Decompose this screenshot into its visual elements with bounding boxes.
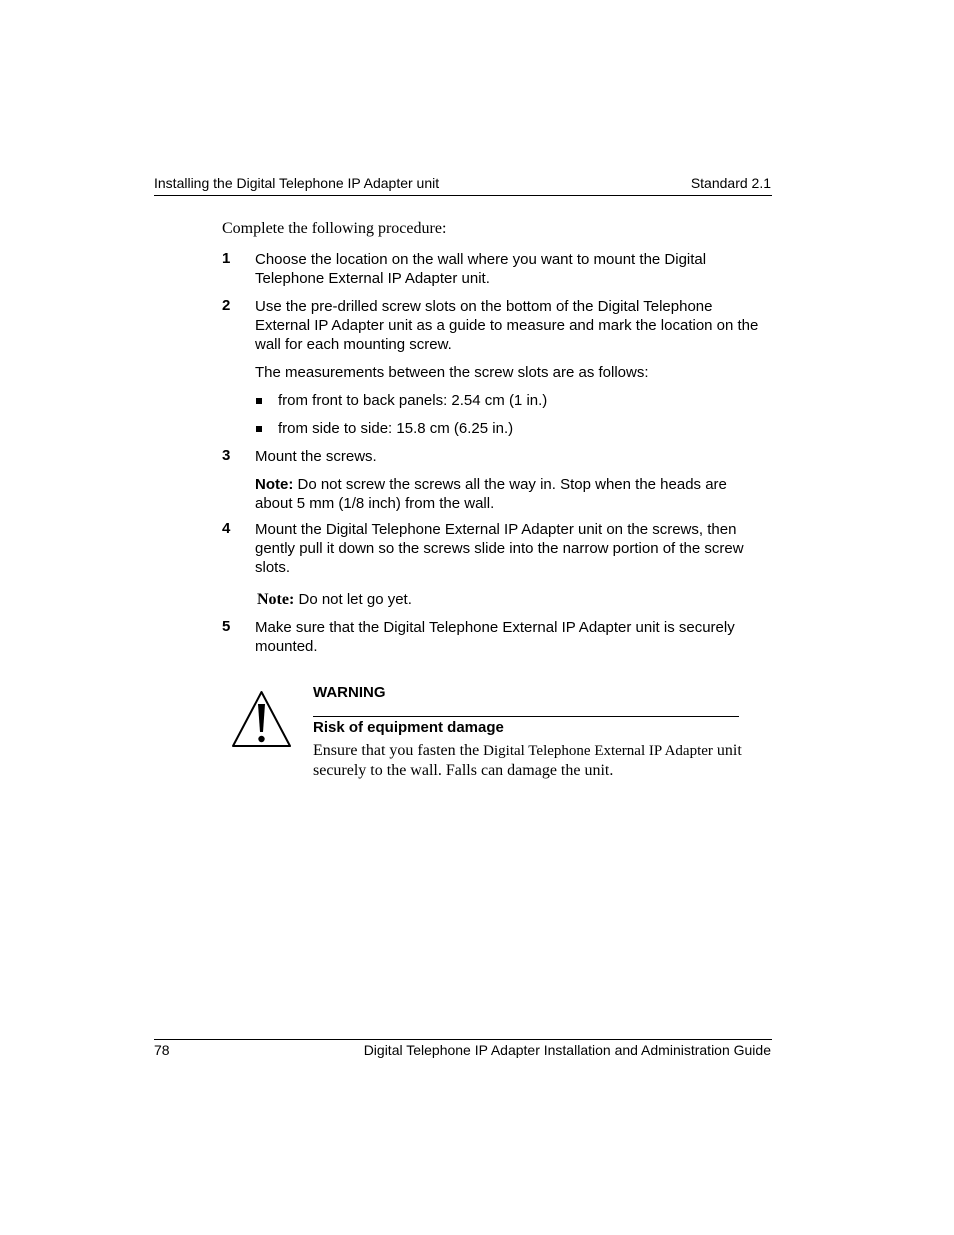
step-text: Mount the Digital Telephone External IP Adapter unit on the screws, then gently pull it down so the screws slide into the narrow portion of the screw slots. — [255, 521, 744, 576]
bullet-square-icon — [256, 426, 262, 432]
measurements-intro: The measurements between the screw slots are as follows: — [255, 364, 649, 381]
step-number: 1 — [222, 250, 231, 267]
step-text: Mount the screws. — [255, 448, 377, 465]
warning-product-name: Digital Telephone External IP Adapter — [483, 743, 713, 759]
note-text: Do not screw the screws all the way in. Stop when the heads are about 5 mm (1/8 inch) from the wall. — [255, 476, 727, 512]
warning-rule — [313, 716, 739, 717]
header-rule — [154, 195, 772, 196]
warning-triangle-icon — [231, 690, 292, 748]
bullet-item: from front to back panels: 2.54 cm (1 in.) — [278, 392, 548, 409]
bullet-square-icon — [256, 398, 262, 404]
document-title: Digital Telephone IP Adapter Installation and Administration Guide — [363, 1042, 771, 1058]
step-number: 2 — [222, 297, 231, 314]
step-text: Choose the location on the wall where you want to mount the Digital Telephone External IP Adapter unit. — [255, 251, 707, 287]
step-number: 3 — [222, 447, 231, 464]
footer-rule — [154, 1039, 772, 1040]
procedure-intro: Complete the following procedure: — [222, 220, 447, 237]
warning-body-text: unit securely to the wall. Falls can damage the unit. — [313, 742, 742, 779]
note-label: Note: — [257, 591, 295, 608]
bullet-item: from side to side: 15.8 cm (6.25 in.) — [278, 420, 514, 437]
note — [257, 590, 772, 609]
running-header-version: Standard 2.1 — [690, 175, 771, 191]
warning-body — [313, 741, 753, 781]
step-text: Use the pre-drilled screw slots on the bottom of the Digital Telephone External IP Adapter unit as a guide to measure and mark the location on the wall for each mounting screw. — [255, 298, 759, 353]
step-number: 4 — [222, 520, 231, 537]
warning-body-text: Ensure that you fasten the — [313, 742, 484, 759]
running-header-title: Installing the Digital Telephone IP Adapter unit — [154, 175, 440, 191]
warning-title: WARNING — [313, 684, 386, 701]
note — [255, 475, 755, 513]
page-number: 78 — [154, 1042, 170, 1058]
warning-subtitle: Risk of equipment damage — [313, 719, 504, 736]
note-label: Note: — [255, 476, 294, 493]
step-number: 5 — [222, 618, 231, 635]
step-text: Make sure that the Digital Telephone External IP Adapter unit is securely mounted. — [255, 619, 735, 655]
note-text: Do not let go yet. — [294, 591, 412, 608]
